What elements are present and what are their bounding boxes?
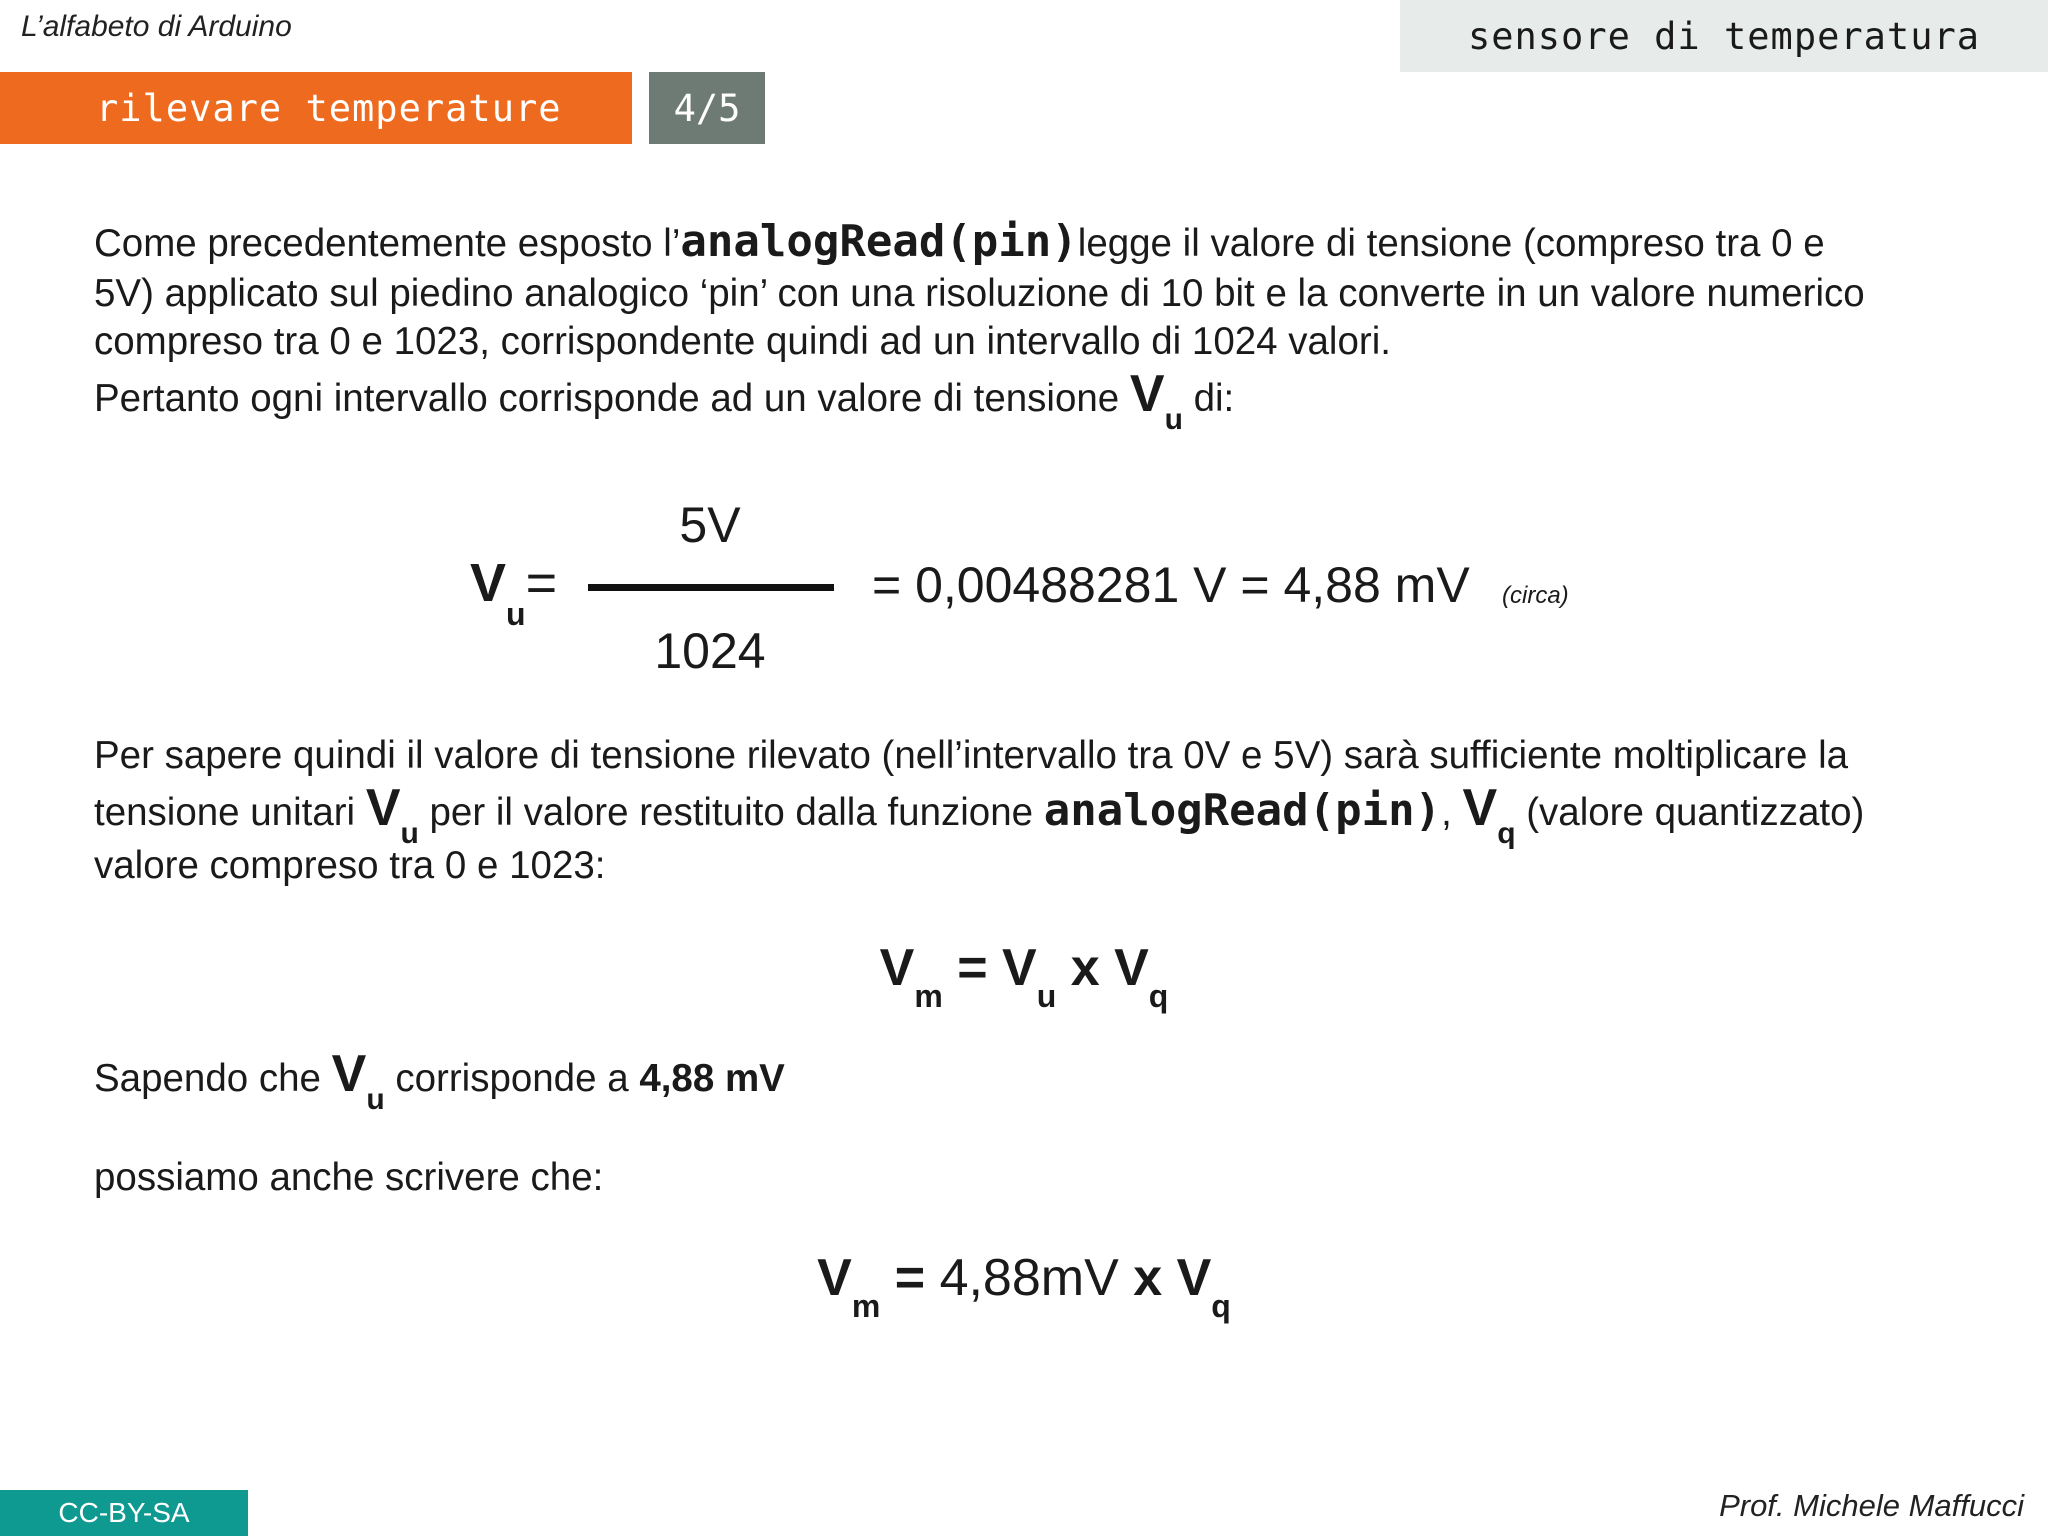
code-analogread: analogRead(pin): [680, 216, 1078, 267]
intro-text: Pertanto ogni intervallo corrisponde ad un valore di tensione: [94, 377, 1130, 420]
equals-sign: =: [880, 1249, 940, 1307]
topic-label: sensore di temperatura: [1400, 0, 2048, 72]
subscript-u: u: [1036, 978, 1057, 1014]
subscript-m: m: [914, 978, 943, 1014]
intro-line-3: compreso tra 0 e 1023, corrispondente quindi ad un intervallo di 1024 valori.: [94, 320, 1391, 363]
page-number: 4/5: [649, 72, 765, 144]
fraction-denominator: 1024: [654, 623, 766, 679]
symbol-v: V: [1002, 939, 1037, 997]
intro-text: legge il valore di tensione (compreso tra 0 e: [1077, 222, 1825, 265]
middle-line-2: [94, 779, 1994, 850]
symbol-v: V: [470, 553, 507, 613]
license-badge: CC-BY-SA: [0, 1490, 248, 1536]
fraction-bar: [588, 584, 834, 591]
times-sign: x: [1118, 1249, 1177, 1307]
intro-line-2: 5V) applicato sul piedino analogico ‘pin’ con una risoluzione di 10 bit e la converte in un valore numerico: [94, 272, 1865, 315]
symbol-v: V: [1114, 939, 1149, 997]
subscript-u: u: [1164, 403, 1183, 436]
section-title: rilevare temperature: [0, 72, 632, 144]
symbol-v: V: [1462, 779, 1498, 837]
equals-sign: =: [942, 939, 1003, 997]
fraction-numerator: 5V: [679, 497, 741, 553]
can-write-line: possiamo anche scrivere che:: [94, 1156, 604, 1199]
subscript-q: q: [1148, 978, 1169, 1014]
times-sign: x: [1056, 939, 1115, 997]
middle-text: (valore quantizzato): [1515, 791, 1865, 834]
intro-text: di:: [1182, 377, 1235, 420]
subscript-u: u: [400, 817, 419, 850]
subscript-u: u: [366, 1083, 385, 1116]
symbol-v: V: [817, 1249, 852, 1307]
code-analogread: analogRead(pin): [1043, 785, 1442, 836]
symbol-v: V: [331, 1045, 367, 1103]
intro-text: Come precedentemente esposto l’: [94, 222, 681, 265]
symbol-v: V: [1176, 1249, 1212, 1307]
subscript-q: q: [1211, 1288, 1231, 1324]
knowing-line: [94, 1045, 1994, 1116]
formula3: [0, 1248, 2048, 1324]
middle-line-1: Per sapere quindi il valore di tensione rilevato (nell’intervallo tra 0V e 5V) sarà sufficiente moltiplicare la: [94, 734, 1849, 777]
middle-text: ,: [1441, 791, 1463, 834]
course-title: L’alfabeto di Arduino: [21, 10, 292, 43]
symbol-v: V: [1129, 365, 1165, 423]
vu-value: 4,88 mV: [639, 1057, 785, 1100]
knowing-text: Sapendo che: [94, 1057, 332, 1100]
knowing-text: corrisponde a: [384, 1057, 640, 1100]
intro-line-1: [94, 218, 1994, 268]
middle-line-3: valore compreso tra 0 e 1023:: [94, 844, 606, 887]
equals-sign: =: [525, 553, 558, 613]
subscript-q: q: [1497, 817, 1516, 850]
symbol-v: V: [879, 939, 915, 997]
middle-text: tensione unitari: [94, 791, 366, 834]
intro-line-4: [94, 365, 1994, 436]
middle-text: per il valore restituito dalla funzione: [418, 791, 1044, 834]
formula3-value: 4,88mV: [939, 1249, 1119, 1307]
formula2: [0, 938, 2048, 1014]
formula1-note: (circa): [1502, 582, 1569, 609]
subscript-u: u: [506, 596, 526, 632]
author-name: Prof. Michele Maffucci: [1719, 1488, 2024, 1523]
formula1-lhs: [470, 552, 558, 632]
formula1-result: = 0,00488281 V = 4,88 mV: [872, 557, 1470, 613]
symbol-v: V: [365, 779, 401, 837]
subscript-m: m: [851, 1288, 881, 1324]
